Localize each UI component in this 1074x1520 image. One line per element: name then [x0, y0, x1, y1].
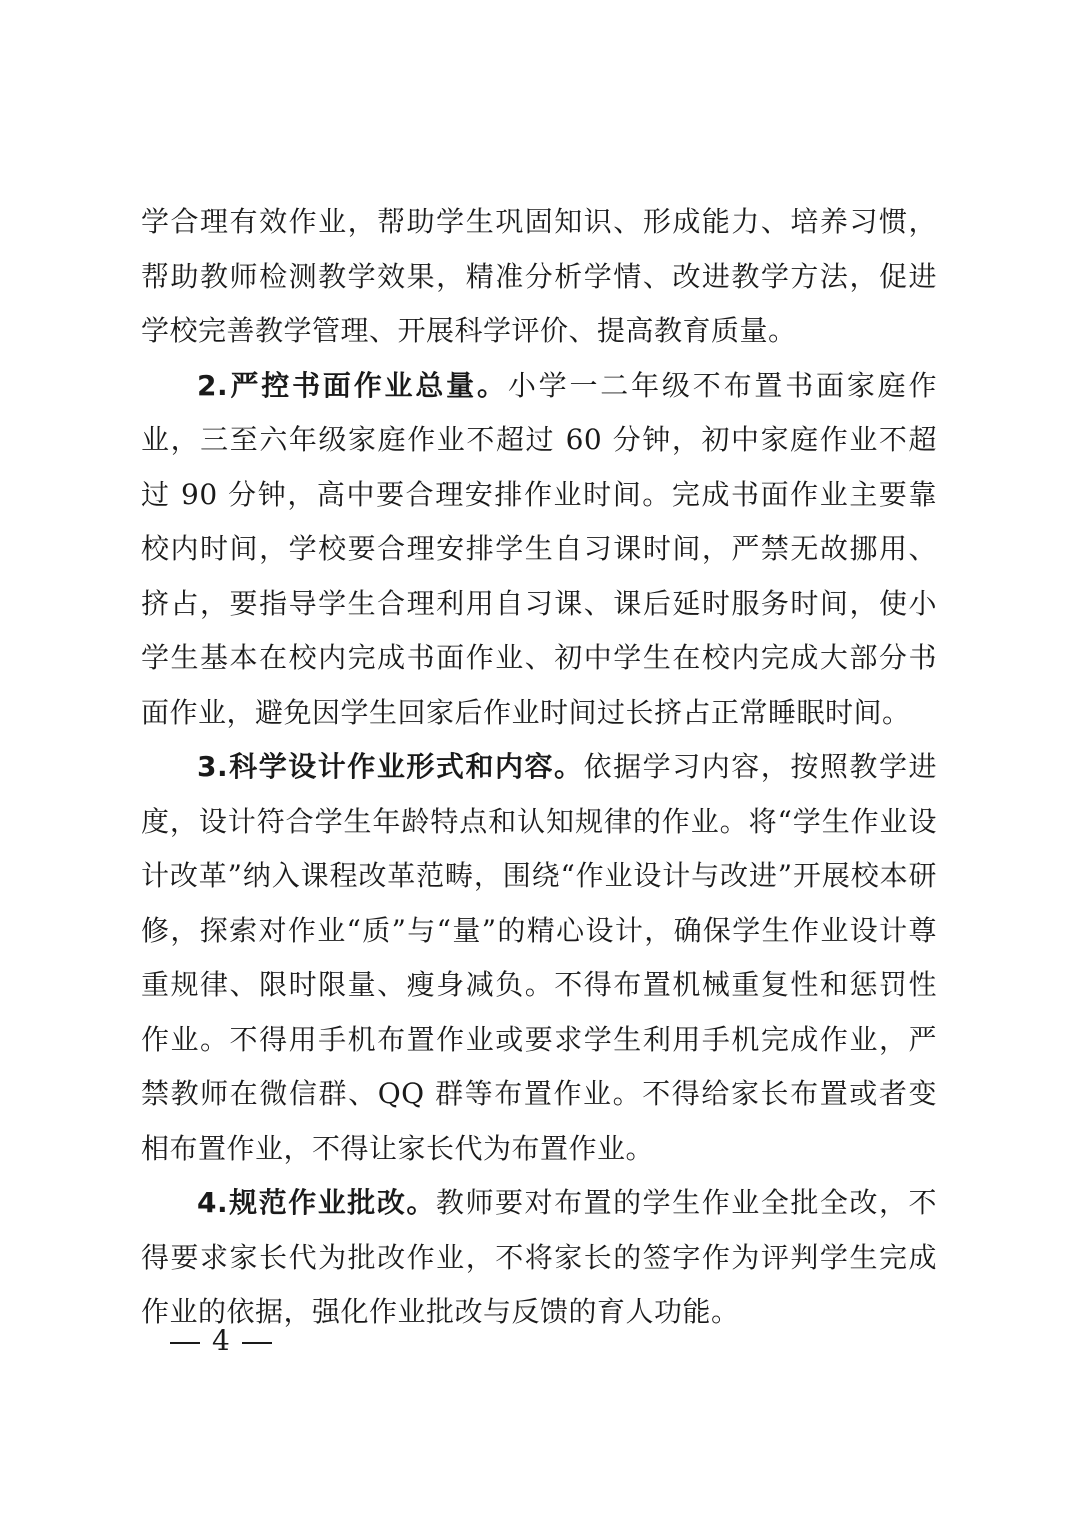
paragraph-heading: 3.科学设计作业形式和内容。 — [197, 750, 584, 783]
paragraph-homework-grading — [141, 1176, 937, 1340]
paragraph-heading: 4.规范作业批改。 — [197, 1186, 436, 1219]
document-body — [141, 195, 937, 1340]
page-footer — [170, 1323, 272, 1359]
paragraph-continuation — [141, 195, 937, 359]
paragraph-text: 学合理有效作业，帮助学生巩固知识、形成能力、培养习惯，帮助教师检测教学效果，精准分析学情、改进教学方法，促进学校完善教学管理、开展科学评价、提高教育质量。 — [141, 205, 937, 347]
footer-dash-right — [242, 1342, 272, 1344]
paragraph-homework-total — [141, 359, 937, 741]
paragraph-homework-design — [141, 740, 937, 1176]
page-number: 4 — [212, 1324, 230, 1357]
paragraph-text: 依据学习内容，按照教学进度，设计符合学生年龄特点和认知规律的作业。将“学生作业设计改革”纳入课程改革范畴，围绕“作业设计与改进”开展校本研修，探索对作业“质”与“量”的精心设计，确保学生作业设计尊重规律、限时限量、瘦身减负。不得布置机械重复性和惩罚性作业。不得用手机布置作业或要求学生利用手机完成作业，严禁教师在微信群、QQ 群等布置作业。不得给家长布置或者变相布置作业，不得让家长代为布置作业。 — [141, 750, 937, 1165]
paragraph-text: 小学一二年级不布置书面家庭作业，三至六年级家庭作业不超过 60 分钟，初中家庭作业不超过 90 分钟，高中要合理安排作业时间。完成书面作业主要靠校内时间，学校要合理安排学生自习课时间，严禁无故挪用、挤占，要指导学生合理利用自习课、课后延时服务时间，使小学生基本在校内完成书面作业、初中学生在校内完成大部分书面作业，避免因学生回家后作业时间过长挤占正常睡眠时间。 — [141, 368, 937, 729]
paragraph-heading: 2.严控书面作业总量。 — [197, 368, 508, 402]
footer-dash-left — [170, 1342, 200, 1344]
paragraph-text: 教师要对布置的学生作业全批全改，不得要求家长代为批改作业，不将家长的签字作为评判学生完成作业的依据，强化作业批改与反馈的育人功能。 — [141, 1186, 937, 1328]
